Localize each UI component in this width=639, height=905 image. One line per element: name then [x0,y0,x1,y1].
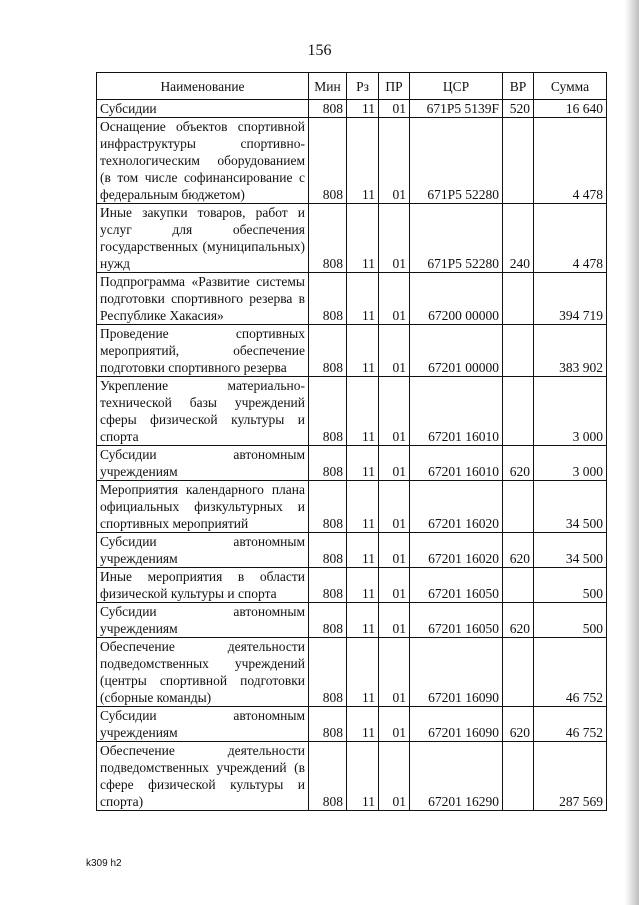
row-min: 808 [309,273,347,325]
row-rz: 11 [347,100,379,118]
row-min: 808 [309,481,347,533]
row-sum: 46 752 [534,707,607,742]
row-name: Субсидии [97,100,309,118]
row-vr: 620 [503,446,534,481]
row-vr [503,325,534,377]
row-rz: 11 [347,377,379,446]
row-csr: 67201 16290 [410,742,503,811]
row-rz: 11 [347,446,379,481]
row-vr [503,377,534,446]
row-vr: 620 [503,707,534,742]
header-rz: Рз [347,73,379,100]
row-csr: 67201 16010 [410,377,503,446]
header-csr: ЦСР [410,73,503,100]
row-sum: 16 640 [534,100,607,118]
row-vr [503,742,534,811]
table-row [97,603,607,638]
row-vr [503,118,534,204]
row-rz: 11 [347,325,379,377]
row-vr [503,481,534,533]
row-rz: 11 [347,568,379,603]
row-csr: 67201 16050 [410,603,503,638]
table-row [97,204,607,273]
row-name: Иные мероприятия в области физической культуры и спорта [97,568,309,603]
header-sum: Сумма [534,73,607,100]
table-row [97,742,607,811]
row-min: 808 [309,100,347,118]
row-vr: 520 [503,100,534,118]
row-name: Обеспечение деятельности подведомственных учреждений (центры спортивной подготовки (сборные команды) [97,638,309,707]
row-pr: 01 [379,204,410,273]
budget-table [96,72,607,811]
row-min: 808 [309,118,347,204]
row-pr: 01 [379,118,410,204]
table-header-row [97,73,607,100]
row-min: 808 [309,325,347,377]
row-csr: 671P5 5139F [410,100,503,118]
row-rz: 11 [347,603,379,638]
row-sum: 500 [534,568,607,603]
row-name: Иные закупки товаров, работ и услуг для обеспечения государственных (муниципальных) нужд [97,204,309,273]
header-pr: ПР [379,73,410,100]
row-vr [503,568,534,603]
row-sum: 34 500 [534,481,607,533]
row-sum: 46 752 [534,638,607,707]
row-rz: 11 [347,273,379,325]
row-sum: 287 569 [534,742,607,811]
row-pr: 01 [379,638,410,707]
footer-code: k309 h2 [86,858,122,869]
row-min: 808 [309,204,347,273]
row-vr [503,638,534,707]
row-csr: 671P5 52280 [410,204,503,273]
row-pr: 01 [379,100,410,118]
row-rz: 11 [347,118,379,204]
table-row [97,638,607,707]
row-sum: 4 478 [534,204,607,273]
row-min: 808 [309,568,347,603]
row-min: 808 [309,446,347,481]
row-pr: 01 [379,481,410,533]
row-vr [503,273,534,325]
row-min: 808 [309,742,347,811]
row-pr: 01 [379,533,410,568]
row-csr: 67201 16020 [410,533,503,568]
row-sum: 500 [534,603,607,638]
row-name: Субсидии автономным учреждениям [97,707,309,742]
row-min: 808 [309,377,347,446]
row-pr: 01 [379,707,410,742]
row-name: Оснащение объектов спортивной инфраструктуры спортивно-технологическим оборудованием (в том числе софинансирование с федеральным бюджетом) [97,118,309,204]
row-name: Обеспечение деятельности подведомственных учреждений (в сфере физической культуры и спорта) [97,742,309,811]
row-csr: 67201 16010 [410,446,503,481]
table-row [97,118,607,204]
header-name: Наименование [97,73,309,100]
row-name: Мероприятия календарного плана официальных физкультурных и спортивных мероприятий [97,481,309,533]
row-sum: 383 902 [534,325,607,377]
row-csr: 67200 00000 [410,273,503,325]
row-csr: 67201 00000 [410,325,503,377]
row-csr: 67201 16050 [410,568,503,603]
row-min: 808 [309,603,347,638]
table-row [97,707,607,742]
row-rz: 11 [347,204,379,273]
row-vr: 620 [503,603,534,638]
row-sum: 4 478 [534,118,607,204]
row-pr: 01 [379,742,410,811]
row-min: 808 [309,533,347,568]
row-sum: 34 500 [534,533,607,568]
row-min: 808 [309,638,347,707]
row-csr: 67201 16090 [410,707,503,742]
row-name: Субсидии автономным учреждениям [97,603,309,638]
table-row [97,100,607,118]
row-name: Субсидии автономным учреждениям [97,446,309,481]
page-number: 156 [307,42,332,59]
table-row [97,377,607,446]
row-pr: 01 [379,377,410,446]
row-name: Субсидии автономным учреждениям [97,533,309,568]
row-pr: 01 [379,273,410,325]
row-name: Подпрограмма «Развитие системы подготовки спортивного резерва в Республике Хакасия» [97,273,309,325]
row-rz: 11 [347,638,379,707]
row-pr: 01 [379,603,410,638]
table-row [97,446,607,481]
table-row [97,481,607,533]
row-rz: 11 [347,707,379,742]
header-min: Мин [309,73,347,100]
row-sum: 3 000 [534,377,607,446]
row-vr: 620 [503,533,534,568]
row-csr: 67201 16020 [410,481,503,533]
row-sum: 3 000 [534,446,607,481]
row-sum: 394 719 [534,273,607,325]
row-pr: 01 [379,325,410,377]
row-vr: 240 [503,204,534,273]
table-row [97,568,607,603]
row-csr: 67201 16090 [410,638,503,707]
row-rz: 11 [347,481,379,533]
row-pr: 01 [379,446,410,481]
header-vr: ВР [503,73,534,100]
row-rz: 11 [347,533,379,568]
table-row [97,533,607,568]
table-row [97,273,607,325]
row-rz: 11 [347,742,379,811]
row-csr: 671P5 52280 [410,118,503,204]
row-name: Укрепление материально-технической базы учреждений сферы физической культуры и спорта [97,377,309,446]
row-name: Проведение спортивных мероприятий, обеспечение подготовки спортивного резерва [97,325,309,377]
table-row [97,325,607,377]
row-min: 808 [309,707,347,742]
row-pr: 01 [379,568,410,603]
scan-edge-shadow [625,0,639,905]
